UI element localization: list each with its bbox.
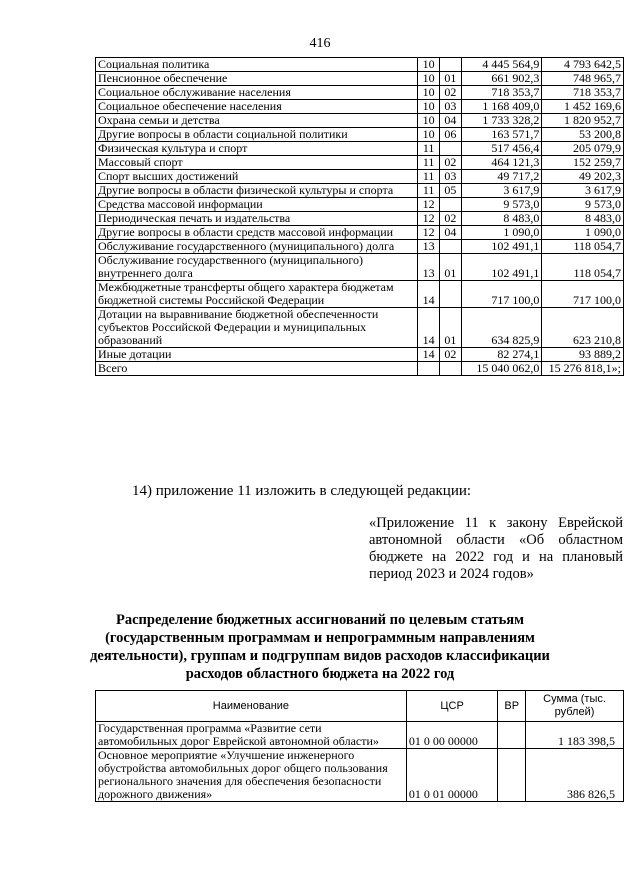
- row-amount-2023: 8 483,0: [461, 212, 542, 226]
- table-header-row: [96, 691, 624, 722]
- row-name: Другие вопросы в области средств массовой информации: [96, 226, 418, 240]
- row-subsection: 03: [440, 100, 462, 114]
- row-vr: [498, 749, 526, 802]
- row-subsection: 01: [440, 72, 462, 86]
- row-name: Государственная программа «Развитие сети автомобильных дорог Еврейской автономной области»: [96, 722, 407, 749]
- table-row: [96, 86, 624, 100]
- row-subsection: 01: [440, 254, 462, 281]
- row-amount-2023: 517 456,4: [461, 142, 542, 156]
- row-subsection: 06: [440, 128, 462, 142]
- row-amount-2023: 102 491,1: [461, 240, 542, 254]
- row-name: Пенсионное обеспечение: [96, 72, 418, 86]
- table-row: [96, 170, 624, 184]
- row-name: Охрана семьи и детства: [96, 114, 418, 128]
- row-subsection: 05: [440, 184, 462, 198]
- row-subsection: [440, 142, 462, 156]
- row-subsection: [440, 198, 462, 212]
- row-amount-2024: 748 965,7: [542, 72, 624, 86]
- appendix-reference: «Приложение 11 к закону Еврейской автономной области «Об областном бюджете на 2022 год и на плановый период 2023 и 2024 годов»: [369, 515, 623, 582]
- row-section: 14: [418, 281, 440, 308]
- row-section: 11: [418, 184, 440, 198]
- page-number: 416: [309, 36, 331, 51]
- row-name: Средства массовой информации: [96, 198, 418, 212]
- row-name: Основное мероприятие «Улучшение инженерного обустройства автомобильных дорог общего пользования регионального значения для обеспечения безопасности дорожного движения»: [96, 749, 407, 802]
- table-row: [96, 142, 624, 156]
- row-amount-2024: 118 054,7: [542, 254, 624, 281]
- row-amount-2024: 3 617,9: [542, 184, 624, 198]
- row-amount-2024: 4 793 642,5: [542, 58, 624, 72]
- table-row: [96, 362, 624, 376]
- row-section: 11: [418, 170, 440, 184]
- row-section: 10: [418, 58, 440, 72]
- row-subsection: 02: [440, 156, 462, 170]
- row-amount-2024: 1 090,0: [542, 226, 624, 240]
- row-amount-2024: 623 210,8: [542, 308, 624, 348]
- table-title: Распределение бюджетных ассигнований по целевым статьям (государственным программам и непрограммным направлениям деятельности), группам и подгруппам видов расходов классификации расходов областного бюджета на 2022 год: [90, 612, 550, 682]
- row-amount-2023: 634 825,9: [461, 308, 542, 348]
- row-csr: 01 0 00 00000: [406, 722, 498, 749]
- table-row: [96, 156, 624, 170]
- table-row: [96, 72, 624, 86]
- table-row: [96, 58, 624, 72]
- table-row: [96, 308, 624, 348]
- header-sum: Сумма (тыс. рублей): [526, 691, 624, 722]
- row-amount-2023: 1 090,0: [461, 226, 542, 240]
- row-subsection: 03: [440, 170, 462, 184]
- row-section: 10: [418, 72, 440, 86]
- row-name: Межбюджетные трансферты общего характера бюджетам бюджетной системы Российской Федерации: [96, 281, 418, 308]
- row-amount-2023: 718 353,7: [461, 86, 542, 100]
- table-row: [96, 114, 624, 128]
- row-amount-2024: 717 100,0: [542, 281, 624, 308]
- row-section: [418, 362, 440, 376]
- row-amount-2023: 1 168 409,0: [461, 100, 542, 114]
- row-subsection: 01: [440, 308, 462, 348]
- row-section: 13: [418, 254, 440, 281]
- row-name: Иные дотации: [96, 348, 418, 362]
- row-csr: 01 0 01 00000: [406, 749, 498, 802]
- row-subsection: 04: [440, 226, 462, 240]
- row-amount-2024: 93 889,2: [542, 348, 624, 362]
- row-amount-2024: 118 054,7: [542, 240, 624, 254]
- row-amount-2023: 464 121,3: [461, 156, 542, 170]
- row-sum: 386 826,5: [526, 749, 624, 802]
- row-section: 11: [418, 156, 440, 170]
- row-name: Другие вопросы в области социальной политики: [96, 128, 418, 142]
- row-subsection: 02: [440, 212, 462, 226]
- row-name: Спорт высших достижений: [96, 170, 418, 184]
- row-amount-2023: 82 274,1: [461, 348, 542, 362]
- amendment-paragraph: 14) приложение 11 изложить в следующей редакции:: [132, 483, 472, 499]
- row-subsection: 02: [440, 86, 462, 100]
- row-subsection: [440, 58, 462, 72]
- row-name: Другие вопросы в области физической культуры и спорта: [96, 184, 418, 198]
- row-amount-2024: 9 573,0: [542, 198, 624, 212]
- row-amount-2023: 15 040 062,0: [461, 362, 542, 376]
- row-section: 14: [418, 308, 440, 348]
- row-amount-2023: 49 717,2: [461, 170, 542, 184]
- row-sum: 1 183 398,5: [526, 722, 624, 749]
- row-name: Дотации на выравнивание бюджетной обеспеченности субъектов Российской Федерации и муниципальных образований: [96, 308, 418, 348]
- row-amount-2024: 15 276 818,1»;: [542, 362, 624, 376]
- row-amount-2024: 1 452 169,6: [542, 100, 624, 114]
- table-row: [96, 281, 624, 308]
- row-amount-2023: 661 902,3: [461, 72, 542, 86]
- table-row: [96, 348, 624, 362]
- row-amount-2023: 717 100,0: [461, 281, 542, 308]
- table-row: [96, 749, 624, 802]
- table-row: [96, 722, 624, 749]
- table-row: [96, 128, 624, 142]
- row-amount-2024: 49 202,3: [542, 170, 624, 184]
- row-name: Периодическая печать и издательства: [96, 212, 418, 226]
- row-amount-2024: 205 079,9: [542, 142, 624, 156]
- row-amount-2023: 1 733 328,2: [461, 114, 542, 128]
- row-section: 11: [418, 142, 440, 156]
- header-name: Наименование: [96, 691, 407, 722]
- header-csr: ЦСР: [406, 691, 498, 722]
- table-row: [96, 240, 624, 254]
- row-amount-2024: 718 353,7: [542, 86, 624, 100]
- row-name: Обслуживание государственного (муниципального) долга: [96, 240, 418, 254]
- row-section: 13: [418, 240, 440, 254]
- budget-table-programs: [95, 690, 624, 802]
- table-row: [96, 226, 624, 240]
- row-amount-2024: 1 820 952,7: [542, 114, 624, 128]
- row-section: 10: [418, 100, 440, 114]
- row-amount-2024: 8 483,0: [542, 212, 624, 226]
- table-row: [96, 212, 624, 226]
- row-subsection: [440, 281, 462, 308]
- row-section: 12: [418, 212, 440, 226]
- table-row: [96, 198, 624, 212]
- row-section: 12: [418, 226, 440, 240]
- table-row: [96, 100, 624, 114]
- row-subsection: 04: [440, 114, 462, 128]
- row-subsection: [440, 240, 462, 254]
- row-name: Социальное обеспечение населения: [96, 100, 418, 114]
- row-name: Обслуживание государственного (муниципального) внутреннего долга: [96, 254, 418, 281]
- row-section: 10: [418, 86, 440, 100]
- row-subsection: 02: [440, 348, 462, 362]
- row-amount-2023: 163 571,7: [461, 128, 542, 142]
- header-vr: ВР: [498, 691, 526, 722]
- row-amount-2024: 152 259,7: [542, 156, 624, 170]
- row-amount-2023: 102 491,1: [461, 254, 542, 281]
- row-section: 10: [418, 128, 440, 142]
- row-name: Всего: [96, 362, 418, 376]
- row-amount-2023: 3 617,9: [461, 184, 542, 198]
- row-amount-2023: 9 573,0: [461, 198, 542, 212]
- row-vr: [498, 722, 526, 749]
- row-section: 10: [418, 114, 440, 128]
- row-name: Массовый спорт: [96, 156, 418, 170]
- budget-table-sections: [95, 57, 624, 376]
- row-section: 12: [418, 198, 440, 212]
- row-amount-2024: 53 200,8: [542, 128, 624, 142]
- table-row: [96, 254, 624, 281]
- row-section: 14: [418, 348, 440, 362]
- row-name: Физическая культура и спорт: [96, 142, 418, 156]
- row-subsection: [440, 362, 462, 376]
- row-name: Социальная политика: [96, 58, 418, 72]
- table-row: [96, 184, 624, 198]
- row-amount-2023: 4 445 564,9: [461, 58, 542, 72]
- row-name: Социальное обслуживание населения: [96, 86, 418, 100]
